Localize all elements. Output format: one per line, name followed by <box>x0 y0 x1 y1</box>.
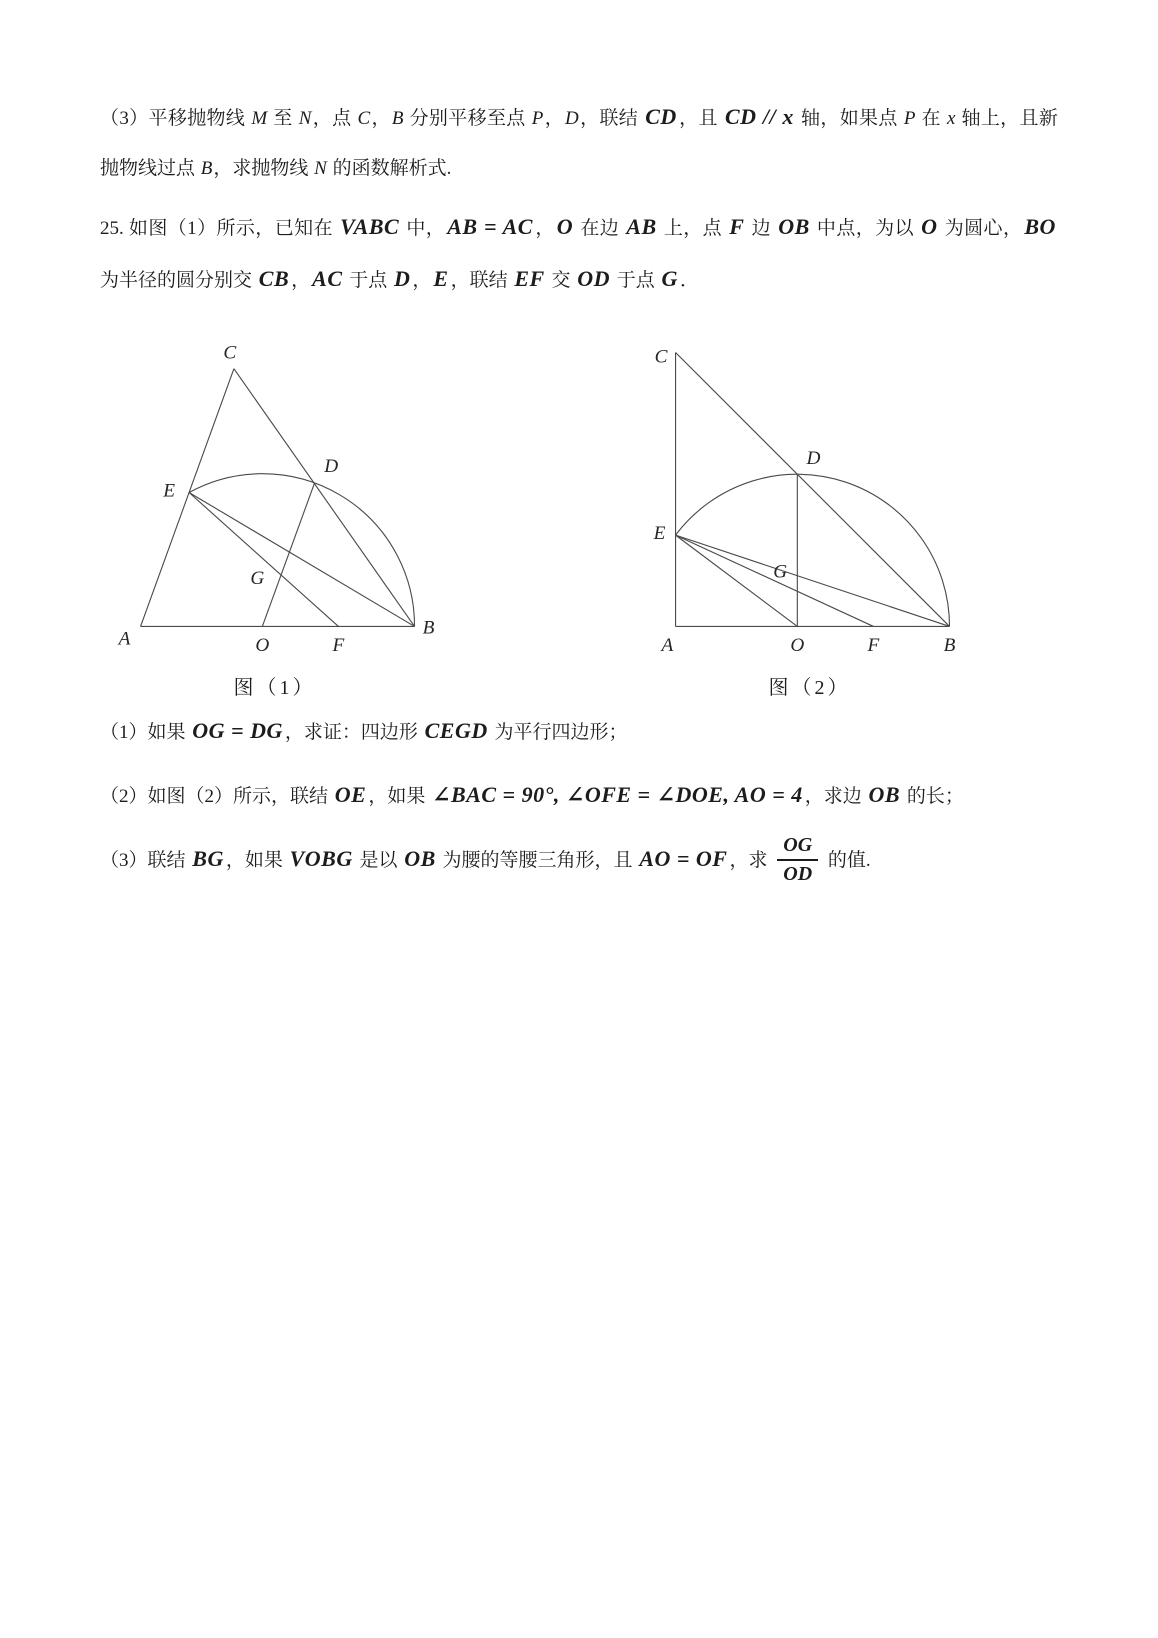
text-run: ， <box>412 270 432 291</box>
fig2-side-CB <box>676 352 950 626</box>
text-run: 中点，为以 <box>811 218 920 239</box>
paragraph-question-25-intro <box>100 202 1058 306</box>
text-run: O <box>921 214 938 239</box>
text-run: E <box>433 266 449 291</box>
text-run: 25. 如图（1）所示，已知在 <box>100 218 339 239</box>
text-run: ， <box>544 108 565 129</box>
text-run: 分别平移至点 <box>404 108 531 129</box>
text-run: ． <box>679 270 699 291</box>
text-run: N <box>314 158 327 179</box>
text-run: OB <box>778 214 810 239</box>
text-run: F <box>729 214 745 239</box>
question-25-part3 <box>100 834 1058 889</box>
text-run: AB <box>626 214 657 239</box>
fig1-segment-EF <box>189 493 338 627</box>
text-run: OB <box>404 846 436 871</box>
text-run: 于点 <box>612 270 660 291</box>
text-run: 在边 <box>575 218 625 239</box>
fig1-label-B: B <box>422 617 435 639</box>
text-run: ， <box>534 218 555 239</box>
text-run: （3）平移抛物线 <box>100 108 251 129</box>
text-run: CD // x <box>724 104 794 129</box>
text-run: BO <box>1024 214 1056 239</box>
document-content <box>100 92 1058 901</box>
text-run: O <box>556 214 574 239</box>
fig1-circle-arc <box>189 474 414 627</box>
text-run: D <box>565 108 579 129</box>
text-run: BG <box>192 846 224 871</box>
fig1-segment-OD <box>262 483 314 626</box>
figure-2-caption: 图（2） <box>768 677 851 699</box>
figure-2 <box>637 322 982 700</box>
text-run: ，且 <box>678 108 723 129</box>
text-run: 交 <box>546 270 576 291</box>
fig1-label-O: O <box>255 634 270 656</box>
text-run: 边 <box>746 218 777 239</box>
figure-1-diagram <box>102 322 447 663</box>
text-run: EF <box>514 266 545 291</box>
fig1-side-AC <box>141 369 234 627</box>
text-run: 轴，如果点 <box>795 108 903 129</box>
text-run: 上，点 <box>658 218 728 239</box>
text-run: M <box>251 108 268 129</box>
fig2-label-A: A <box>661 634 674 656</box>
text-run: x <box>946 108 956 129</box>
text-run: （3）联结 <box>100 850 191 871</box>
text-run: VOBG <box>289 846 353 871</box>
text-run: CD <box>645 104 677 129</box>
text-run: ，求边 <box>804 786 867 807</box>
fig2-label-G: G <box>773 561 788 583</box>
text-run: AO = OF <box>639 846 728 871</box>
fig2-label-F: F <box>867 634 880 656</box>
text-run: 为腰的等腰三角形，且 <box>437 850 638 871</box>
text-run: ，如果 <box>225 850 288 871</box>
text-run: ∠BAC = 90°, ∠OFE = ∠DOE, AO = 4 <box>432 782 803 807</box>
fig2-label-D: D <box>806 448 821 470</box>
paragraph-prev-question-part3 <box>100 92 1058 194</box>
text-run: C <box>357 108 371 129</box>
text-run: ，联结 <box>450 270 513 291</box>
text-run: D <box>394 266 411 291</box>
text-run: ，点 <box>312 108 357 129</box>
figure-1-caption: 图（1） <box>233 677 316 699</box>
text-run: 为平行四边形； <box>489 722 628 743</box>
text-run: AC <box>312 266 343 291</box>
text-run: B <box>391 108 404 129</box>
text-run: 于点 <box>344 270 393 291</box>
question-25-part2 <box>100 770 1058 822</box>
fig2-circle-arc <box>676 474 950 626</box>
text-run: 在 <box>916 108 946 129</box>
fig2-label-B: B <box>943 634 956 656</box>
text-run: 的长； <box>902 786 964 807</box>
figures-row <box>102 322 982 700</box>
text-run: 轴上，且新抛物线过点 <box>100 108 1058 179</box>
text-run: ，求 <box>729 850 773 871</box>
text-run: CEGD <box>424 718 488 743</box>
text-run: OG = DG <box>192 718 283 743</box>
text-run: AB = AC <box>447 214 533 239</box>
text-run: 的值. <box>823 850 871 871</box>
text-run: 为圆心， <box>939 218 1023 239</box>
text-run: 的函数解析式. <box>327 158 452 179</box>
text-run: （2）如图（2）所示，联结 <box>100 786 333 807</box>
figure-2-diagram <box>637 322 982 663</box>
fig2-label-C: C <box>654 346 668 368</box>
text-run: 为半径的圆分别交 <box>100 270 257 291</box>
text-run: 是以 <box>354 850 403 871</box>
text-run: ，联结 <box>579 108 644 129</box>
fraction-OG-over-OD: $\frac{OG}{OD}$ <box>777 833 818 887</box>
text-run: P <box>903 108 916 129</box>
text-run: CB <box>258 266 290 291</box>
text-run: ， <box>371 108 391 129</box>
text-run: OD <box>577 266 611 291</box>
fig1-label-F: F <box>332 634 345 656</box>
text-run: B <box>200 158 213 179</box>
text-run: ， <box>291 270 311 291</box>
text-run: ，如果 <box>368 786 431 807</box>
text-run: （1）如果 <box>100 722 191 743</box>
text-run: 至 <box>268 108 298 129</box>
text-run: ，求抛物线 <box>213 158 314 179</box>
fig2-segment-EB <box>676 535 950 626</box>
fig1-label-A: A <box>118 628 131 650</box>
text-run: 中， <box>401 218 446 239</box>
text-run: N <box>298 108 312 129</box>
text-run: OB <box>868 782 901 807</box>
fig2-label-E: E <box>653 523 666 545</box>
fig2-label-O: O <box>790 634 805 656</box>
fig1-label-C: C <box>223 342 237 364</box>
fig1-segment-EB <box>189 493 414 627</box>
fig1-label-D: D <box>324 456 339 478</box>
text-run: VABC <box>340 214 400 239</box>
text-run: P <box>531 108 544 129</box>
fig1-label-E: E <box>163 480 176 502</box>
text-run: ，求证：四边形 <box>284 722 423 743</box>
figure-1 <box>102 322 447 700</box>
text-run: G <box>661 266 678 291</box>
fig1-label-G: G <box>250 567 265 589</box>
question-25-part1 <box>100 706 1058 758</box>
text-run: OE <box>334 782 367 807</box>
